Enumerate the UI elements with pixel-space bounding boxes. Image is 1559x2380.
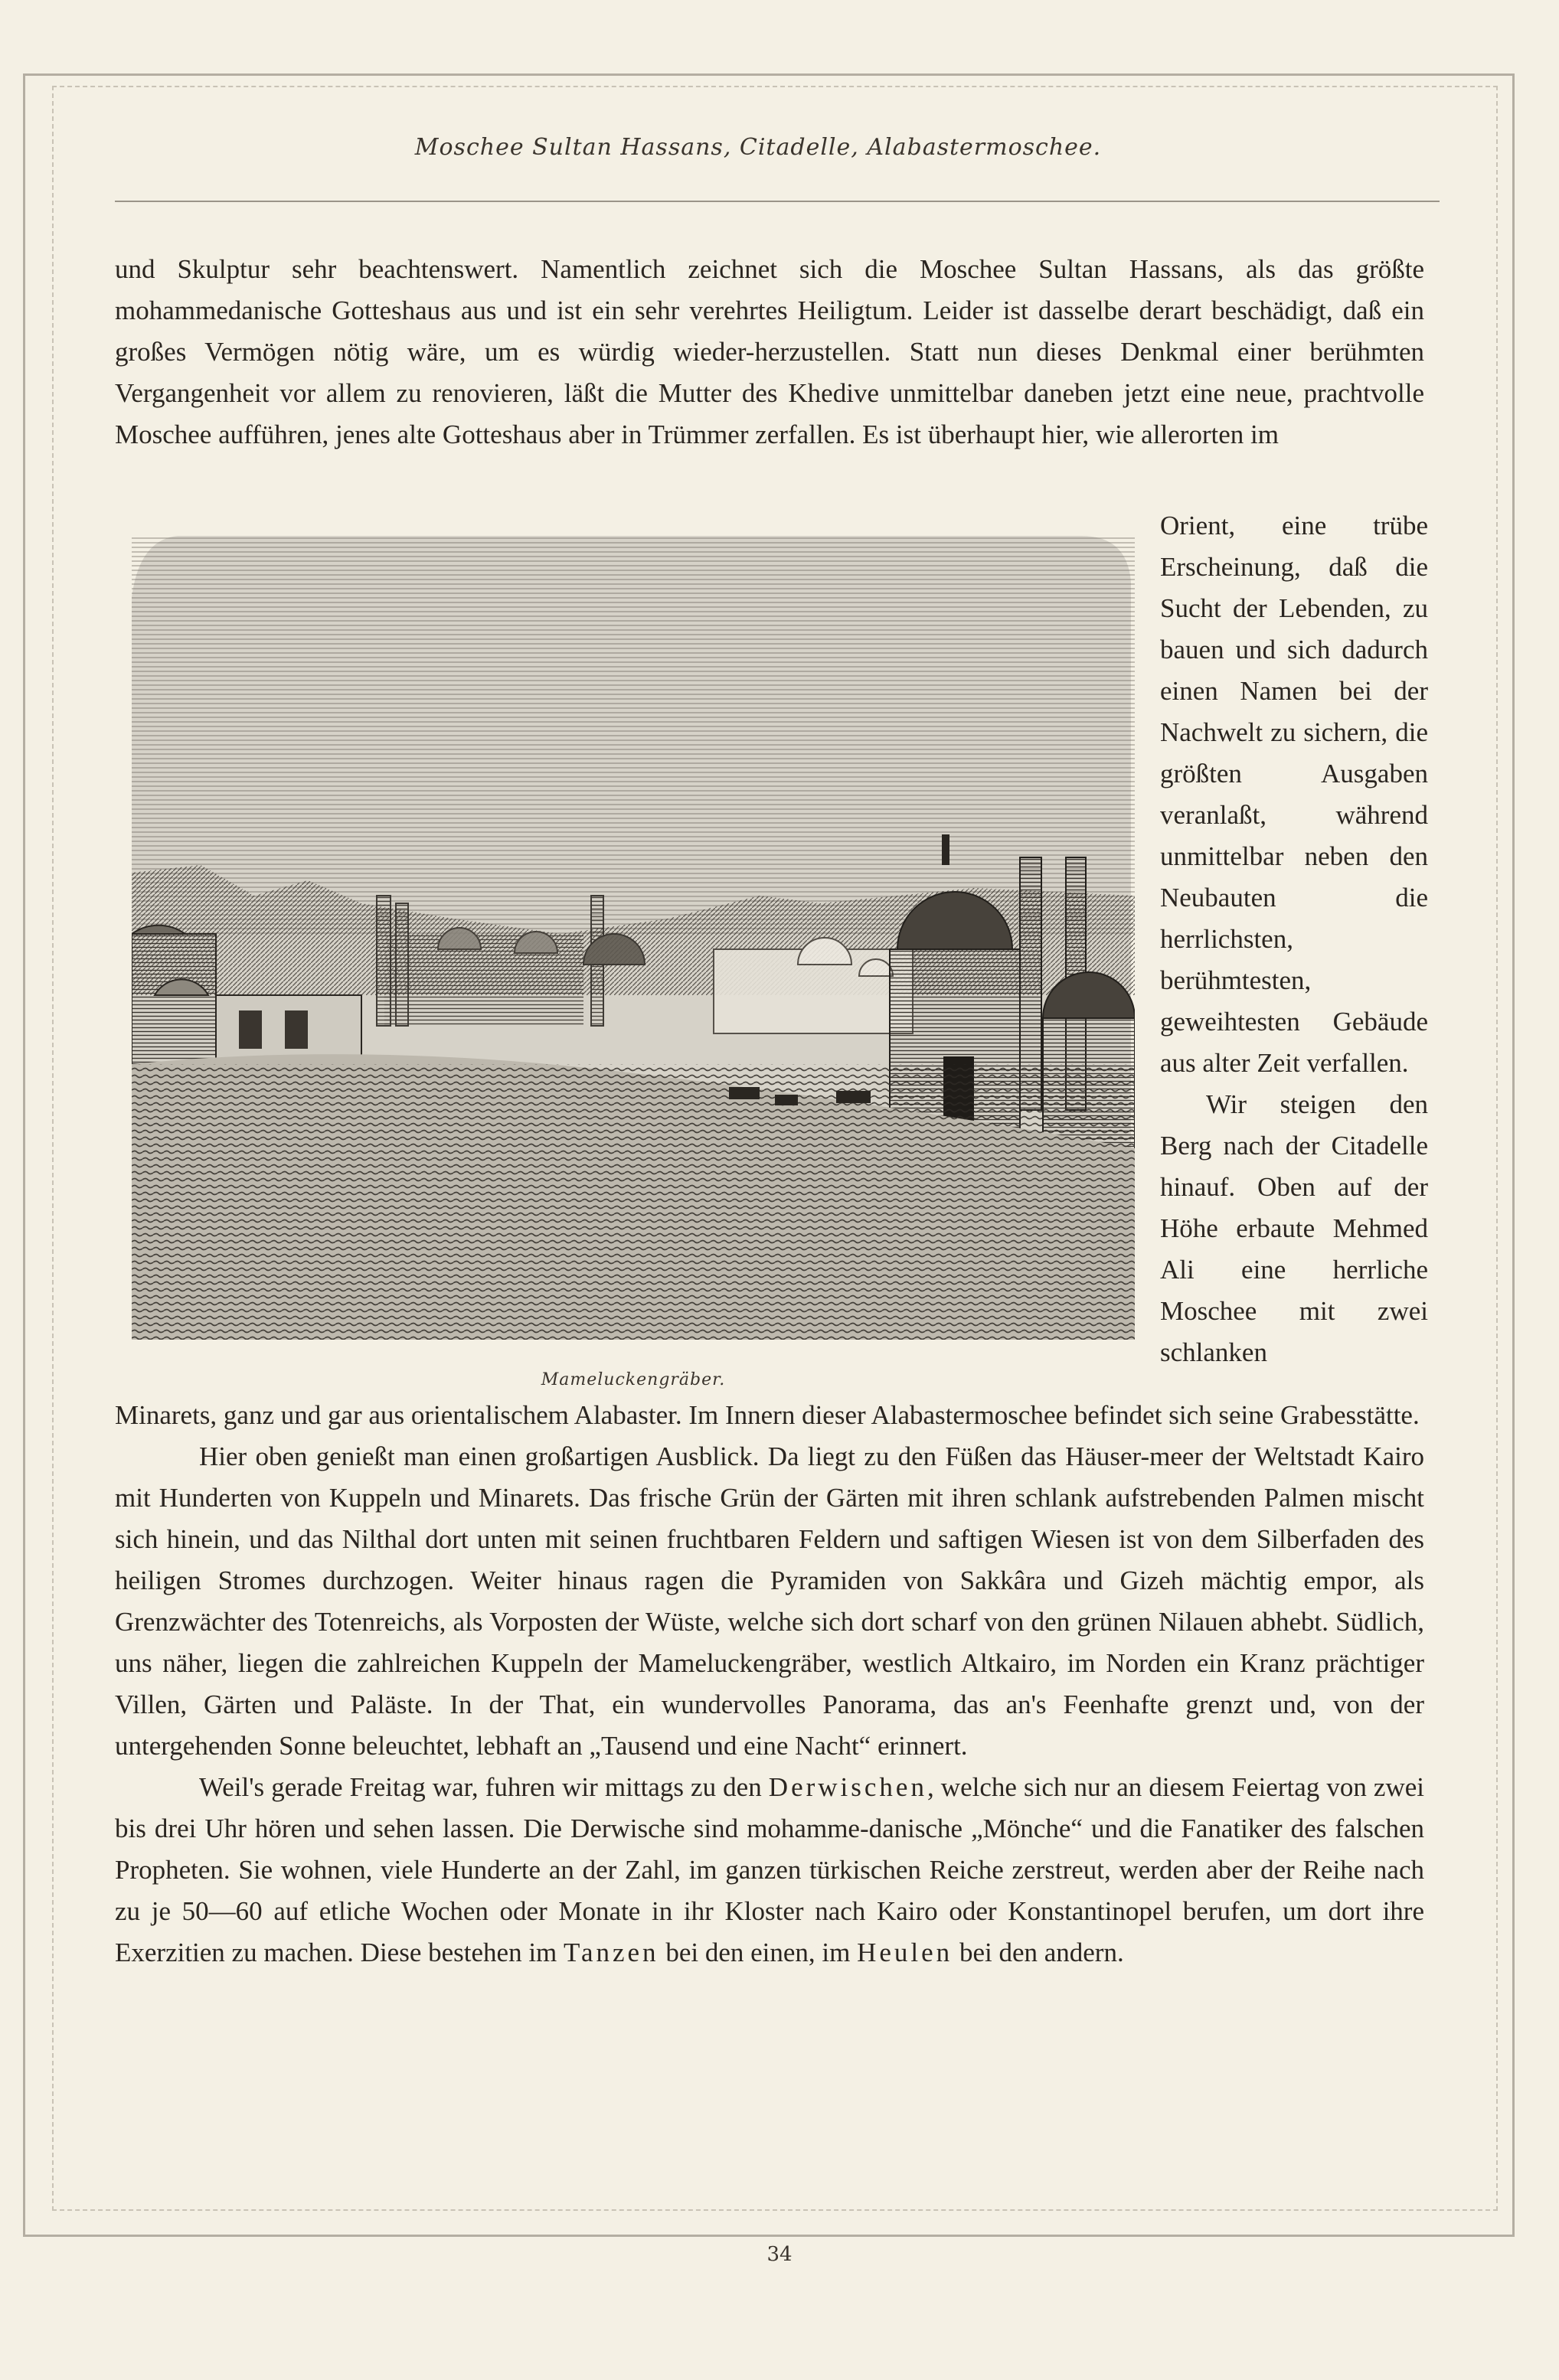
header-rule (115, 201, 1440, 202)
p4-start: Weil's gerade Freitag war, fuhren wir mittags zu den (199, 1772, 762, 1802)
paragraph-1-side-text: Orient, eine trübe Erscheinung, daß die Sucht der Lebenden, zu bauen und sich dadurch einen Namen bei der Nachwelt zu sichern, die größten Ausgaben veranlaßt, während unmittelbar neben den Neubauten die herrlichsten, berühmtesten, geweihtesten Gebäude aus alter Zeit verfallen. (1160, 511, 1428, 1078)
paragraph-2-bottom-text: Minarets, ganz und gar aus orientalischem Alabaster. Im Innern dieser Alabastermoschee befindet sich seine Grabesstätte. (115, 1400, 1420, 1430)
running-title: Moschee Sultan Hassans, Citadelle, Alabastermoschee. (414, 134, 1102, 161)
paragraph-3-text: Hier oben genießt man einen großartigen Ausblick. Da liegt zu den Füßen das Häuser-meer der Weltstadt Kairo mit Hunderten von Kuppeln und Minarets. Das frische Grün der Gärten mit ihren schlank aufstrebenden Palmen mischt sich hinein, und das Nilthal dort unten mit seinen fruchtbaren Feldern und saftigen Wiesen ist von dem Silberfaden des heiligen Stromes durchzogen. Weiter hinaus ragen die Pyramiden von Sakkâra und Gizeh mächtig empor, als Grenzwächter des Totenreichs, als Vorposten der Wüste, welche sich dort scharf von den grünen Nilauen abhebt. Südlich, uns näher, liegen die zahlreichen Kuppeln der Mameluckengräber, westlich Altkairo, im Norden ein Kranz prächtiger Villen, Gärten und Paläste. In der That, ein wundervolles Panorama, das an's Feenhafte grenzt und, von der untergehenden Sonne beleuchtet, lebhaft an „Tausend und eine Nacht“ erinnert. (115, 1441, 1424, 1761)
paragraph-top (115, 249, 1424, 455)
mameluke-tombs-engraving (132, 536, 1135, 1340)
paragraph-bottom (115, 1395, 1424, 1974)
p4-mid: , welche sich nur an diesem Feiertag von zwei bis drei Uhr hören und sehen lassen. Die Derwische sind mohamme-danische „Mönche“ und die Fanatiker des falschen Propheten. Sie wohnen, viele Hunderte an der Zahl, im ganzen türkischen Reiche zerstreut, werden aber der Reihe nach zu je 50—60 auf etliche Wochen oder Monate in ihr Kloster nach Kairo oder Konstantinopel berufen, um dort ihre Exerzitien zu machen. Diese bestehen im (115, 1772, 1424, 1967)
p4-heulen: Heulen (857, 1938, 953, 1967)
p4-tanzen: Tanzen (564, 1938, 659, 1967)
p4-derwischen: Derwischen (768, 1772, 927, 1802)
p4-mid2: bei den einen, im (659, 1938, 851, 1967)
figure-caption: Mameluckengräber. (541, 1370, 726, 1389)
paragraph-1-top-text: und Skulptur sehr beachtenswert. Namentlich zeichnet sich die Moschee Sultan Hassans, als das größte mohammedanische Gotteshaus aus und ist ein sehr verehrtes Heiligtum. Leider ist dasselbe derart beschädigt, daß ein großes Vermögen nötig wäre, um es würdig wieder-herzustellen. Statt nun dieses Denkmal einer berühmten Vergangenheit vor allem zu renovieren, läßt die Mutter des Khedive unmittelbar daneben jetzt eine neue, prachtvolle Moschee aufführen, jenes alte Gotteshaus aber in Trümmer zerfallen. Es ist überhaupt hier, wie allerorten im (115, 254, 1424, 449)
paragraph-2-side-text: Wir steigen den Berg nach der Citadelle hinauf. Oben auf der Höhe erbaute Mehmed Ali eine herrliche Moschee mit zwei schlanken (1160, 1089, 1428, 1367)
page-number: 34 (766, 2243, 793, 2266)
side-column (1160, 505, 1428, 1373)
p4-end: bei den andern. (953, 1938, 1124, 1967)
paragraph-4-text (115, 1767, 1424, 1974)
